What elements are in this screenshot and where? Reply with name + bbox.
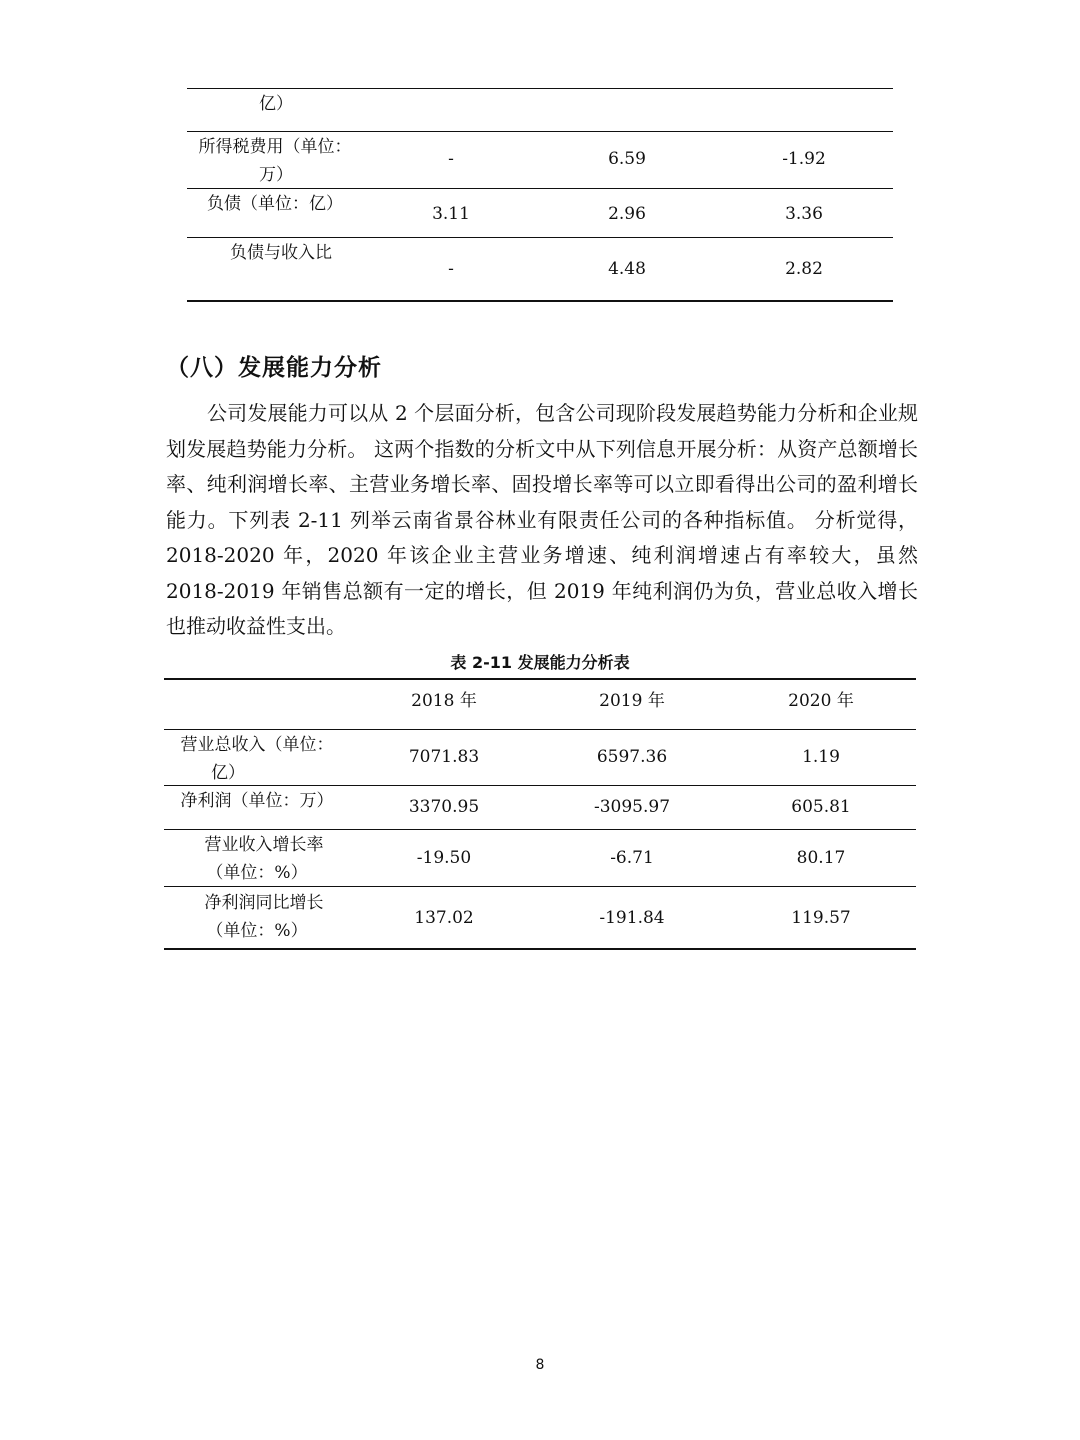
- label-line: 营业总收入（单位：: [180, 735, 334, 755]
- table-cell: 2.96: [608, 204, 646, 224]
- column-header: 2020 年: [788, 691, 854, 711]
- table-bottom-rule: [187, 300, 893, 302]
- table-rule: [164, 729, 916, 730]
- table-cell: 80.17: [796, 848, 846, 868]
- page-number: 8: [535, 1357, 545, 1373]
- column-header: 2018 年: [411, 691, 477, 711]
- column-header: 2019 年: [599, 691, 665, 711]
- label-line: 净利润同比增长: [204, 893, 324, 913]
- table-row-label: [187, 239, 363, 267]
- table-cell: 1.19: [802, 747, 840, 767]
- table-cell: 137.02: [414, 908, 474, 928]
- table-rule: [187, 131, 893, 132]
- table-rule: [187, 237, 893, 238]
- section-paragraph: 公司发展能力可以从 2 个层面分析，包含公司现阶段发展趋势能力分析和企业规划发展趋势能力分析。 这两个指数的分析文中从下列信息开展分析：从资产总额增长率、纯利润增长率、主营业务增长率、固投增长率等可以立即看得出公司的盈利增长能力。下列表 2-11 列举云南省景谷林业有限责任公司的各种指标值。 分析觉得，2018-2020 年，2020 年该企业主营业务增速、纯利润增速占有率较大，虽然 2018-2019 年销售总额有一定的增长，但 2019 年纯利润仍为负，营业总收入增长也推动收益性支出。: [166, 401, 918, 638]
- table-cell: 605.81: [791, 797, 851, 817]
- table-row-label: [164, 831, 350, 887]
- table-cell: 3.11: [432, 204, 470, 224]
- table-row-label: [187, 90, 363, 118]
- table-cell: 2.82: [785, 259, 823, 279]
- table-cell: 4.48: [608, 259, 646, 279]
- label-line: 亿）: [259, 94, 293, 114]
- table-row-label: [187, 133, 363, 189]
- table-cell: 7071.83: [408, 747, 480, 767]
- table-cell: -6.71: [610, 848, 654, 868]
- section-heading: （八）发展能力分析: [166, 355, 382, 381]
- table-row-label: [187, 190, 363, 218]
- table-cell: 3370.95: [408, 797, 480, 817]
- label-line: 负债（单位：亿）: [207, 194, 343, 214]
- table-cell: -1.92: [782, 149, 826, 169]
- label-line: 万）: [259, 165, 293, 185]
- table-cell: -19.50: [416, 848, 472, 868]
- table-bottom-rule: [164, 948, 916, 950]
- label-line: 净利润（单位：万）: [180, 791, 334, 811]
- table-cell: -3095.97: [593, 797, 671, 817]
- label-line: 负债与收入比: [230, 243, 332, 263]
- table-cell: -191.84: [599, 908, 665, 928]
- label-line: （单位：%）: [206, 921, 308, 941]
- table-cell: 3.36: [785, 204, 823, 224]
- label-line: 营业收入增长率: [204, 835, 324, 855]
- table-cell: 6597.36: [596, 747, 668, 767]
- table-row-label: [164, 889, 350, 945]
- table-caption: 表 2-11 发展能力分析表: [450, 653, 630, 672]
- table-rule: [187, 88, 893, 89]
- table-top-rule: [164, 678, 916, 680]
- table-row-label: [164, 787, 350, 815]
- label-line: （单位：%）: [206, 863, 308, 883]
- table-row-label: [164, 731, 350, 787]
- table-cell: 119.57: [791, 908, 851, 928]
- table-cell: 6.59: [608, 149, 646, 169]
- label-line: 亿）: [211, 763, 245, 783]
- table-rule: [164, 829, 916, 830]
- table-cell: -: [448, 259, 454, 279]
- label-line: 所得税费用（单位：: [198, 137, 352, 157]
- table-cell: -: [448, 149, 454, 169]
